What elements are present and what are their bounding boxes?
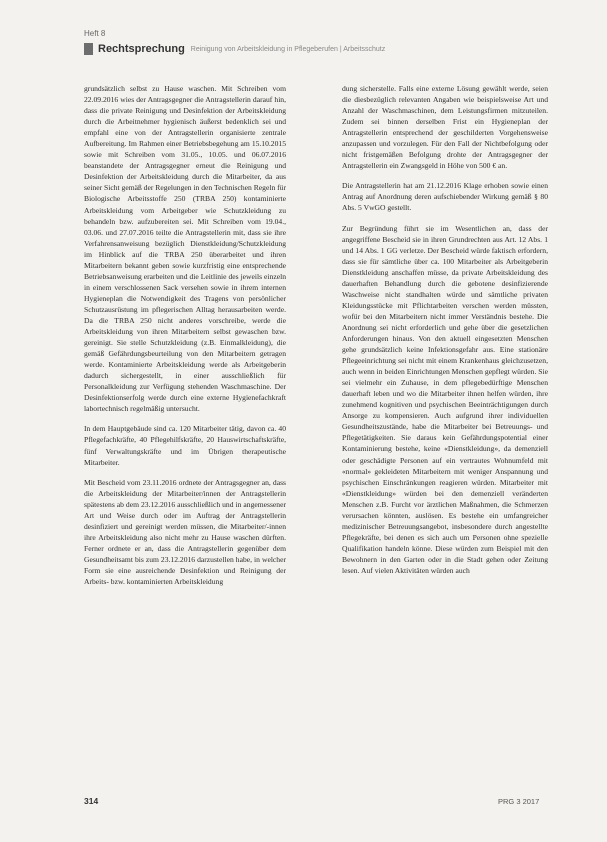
paragraph: grundsätzlich selbst zu Hause waschen. Mit Schreiben vom 22.09.2016 wies der Antragsgegner die Antragstellerin darauf hin, dass die private Reinigung und Desinfektion der Arbeitskleidung durch die Arbeitnehmer hygienisch äußerst bedenklich sei und empfahl eine von der Antragstellerin organisierte zentrale Aufbereitung. Im Rahmen einer Betriebsbegehung am 15.10.2015 sowie mit Schreiben vom 31.05., 10.05. und 06.07.2016 beanstandete der Antragsgegner erneut die Reinigung und Desinfektion der Arbeitskleidung durch die Mitarbeiter, da aus seiner Sicht gemäß der Regelungen in den Technischen Regeln für Biologische Arbeitsstoffe 250 (TRBA 250) kontaminierte Arbeitskleidung vom Arbeitgeber wie Schutzkleidung zu behandeln bzw. aufzubereiten sei. Mit Schreiben vom 19.04., 03.06. und 27.07.2016 teilte die Antragstellerin mit, dass sie ihre Verfahrensanweisung bezüglich Dienstkleidung/Schutzkleidung im Hinblick auf die TRBA 250 überarbeitet und ihren Mitarbeitern bekannt geben sowie kurzfristig eine entsprechende Betriebsanweisung erarbeiten und die Leitlinie des jeweils einzeln in einem verschlossenen Sack versehen sowie in ihrem internen Hygieneplan die Notwendigkeit des Tragens von persönlicher Schutzausrüstung im pflegerischen Alltag herausarbeiten werde. Da die TRBA 250 nicht anderes vorschreibe, werde die Arbeitskleidung von ihren Mitarbeitern selbst gewaschen bzw. gereinigt. Sie stelle Schutzkleidung (z.B. Einmalkleidung), die gemäß Gefährdungsbeurteilung von den Mitarbeitern getragen werde. Kontaminierte Arbeitskleidung werde als Arbeitgeberin dadurch sichergestellt, in einer ausschließlich für Personalkleidung zur Verfügung stehenden Waschmaschine. Der Desinfektionserfolg werde durch eine externe Hygienefachkraft labortechnisch regelmäßig untersucht. <box>84 84 286 414</box>
left-column <box>84 83 286 596</box>
page-number: 314 <box>84 796 99 806</box>
running-header <box>84 42 554 56</box>
paragraph: Die Antragstellerin hat am 21.12.2016 Klage erhoben sowie einen Antrag auf Anordnung deren aufschiebender Wirkung gemäß § 80 Abs. 5 VwGO gestellt. <box>342 181 548 213</box>
header-subtitle: Reinigung von Arbeitskleidung in Pflegeberufen | Arbeitsschutz <box>190 45 386 53</box>
paragraph: dung sicherstelle. Falls eine externe Lösung gewählt werde, seien die diesbezüglich relevanten Angaben wie beispielsweise Art und Anzahl der Waschmaschinen, dem Leistungsfirmen mitzuteilen. Zudem sei binnen derselben Frist ein Hygieneplan der Antragstellerin entsprechend der geschilderten Vorgehensweise anzupassen und vorzulegen. Für den Fall der Nichtbefolgung oder nicht fristgemäßen Befolgung drohte der Antragsgegner der Antragstellerin ein Zwangsgeld in Höhe von 500 € an. <box>342 84 548 171</box>
paragraph: Zur Begründung führt sie im Wesentlichen an, dass der angegriffene Bescheid sie in ihren Grundrechten aus Art. 12 Abs. 1 und 14 Abs. 1 GG verletze. Der Bescheid würde faktisch erfordern, dass sie für sämtliche über ca. 100 Mitarbeiter als Arbeitgeberin Dienstkleidung anschaffen müsse, da private Arbeitskleidung des dauerhaften Behandlung durch die gebotene desinfizierende Waschweise nicht standhalten würde und sämtliche privaten Kleidungsstücke mit Pflichtarbeiten verschen werden müssten, wofür bei den Mitarbeitern nicht immer Verständnis bestehe. Die Anordnung sei nicht erforderlich und gehe über die gesetzlichen Anforderungen hinaus. Von den aktuell eingesetzten Menschen gehe grundsätzlich keine Infektionsgefahr aus. Eine stationäre Pflegeeinrichtung sei nicht mit einem Krankenhaus gleichzusetzen, auch wenn in beiden Einrichtungen Menschen gepflegt würden. Sie sei vielmehr ein Zuhause, in dem pflegebedürftige Menschen dauerhaft leben und wo die Mitarbeiter ihnen helfen würden, ihre zunehmend kognitiven und psychischen Beeinträchtigungen durch Ansorge zu kompensieren. Auch aufgrund ihrer individuellen Gesundheitszustände, habe die Mitarbeiter bei Betreuungs- und Pflegetätigkeiten. Sie daraus kein Gefährdungspotential einer Kontaminierung bestehe, keine «Dienstkleidung», da demenziell oder geschädigte Personen auf ein vertrautes Wohnumfeld mit «normal» gekleideten Mitarbeitern mit weniger Anspannung und psychischen Einschränkungen reagieren würden. Mitarbeiter mit «Dienstkleidung» würden bei den demenziell veränderten Menschen z.B. Furcht vor ärztlichen Maßnahmen, die Schmerzen verursachen könnten, auslösen. Es bestehe ein umfangreicher medizinischer Betreuungsangebot, insbesondere durch angestellte Pflegekräfte, bei denen es sich auch um Personen ohne spezielle Qualifikation handeln könne. Diese würden zum Beispiel mit den Bewohnern in den Garten oder in die Stadt gehen oder Zeitung lesen. Auf vielen Aktivitäten würden auch <box>342 223 548 575</box>
header-marker <box>84 43 93 55</box>
paragraph: In dem Hauptgebäude sind ca. 120 Mitarbeiter tätig, davon ca. 40 Pflegefachkräfte, 40 Pflegehilfskräfte, 20 Hauswirtschaftskräfte, fünf Verwaltungskräfte und im Übrigen therapeutische Mitarbeiter. <box>84 424 286 467</box>
header-title: Rechtsprechung <box>98 43 185 55</box>
section-label: Heft 8 <box>84 29 106 38</box>
paragraph: Mit Bescheid vom 23.11.2016 ordnete der Antragsgegner an, dass die Arbeitskleidung der Mitarbeiter/innen der Antragstellerin spätestens ab dem 23.12.2016 ausschließlich und in angemessener Art und Weise durch oder im Auftrag der Antragstellerin desinfiziert und gereinigt werden müssen, die Mitarbeiter/-innen ihre Arbeitskleidung also nicht mehr zu Hause waschen dürften. Ferner ordnete er an, dass die Antragstellerin gegenüber dem Gesundheitsamt bis zum 23.12.2016 darzustellen habe, in welcher Form sie eine ausreichende Desinfektion und Reinigung der Arbeits- bzw. kontaminierten Arbeitskleidung <box>84 477 286 587</box>
right-column <box>342 83 548 585</box>
issue-label: PRG 3 2017 <box>498 797 540 806</box>
